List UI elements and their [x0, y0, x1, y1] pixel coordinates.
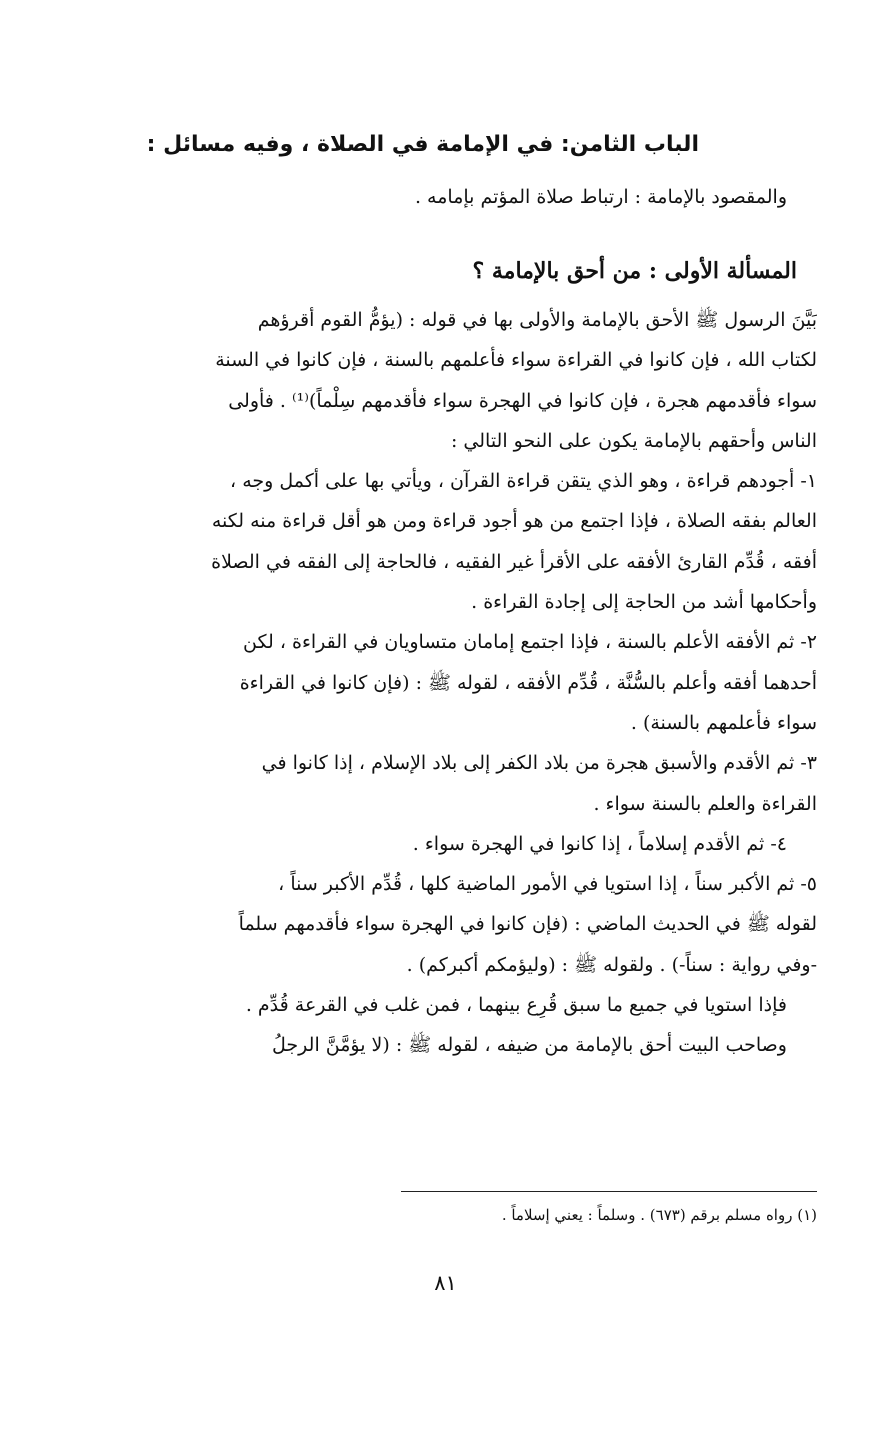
body-line: سواء فأعلمهم بالسنة) . [630, 711, 817, 734]
body-line: ٥- ثم الأكبر سناً ، إذا استويا في الأمور الماضية كلها ، قُدِّم الأكبر سناً ، [278, 873, 817, 896]
page-number: ٨١ [434, 1271, 457, 1295]
body-line: وصاحب البيت أحق بالإمامة من ضيفه ، لقوله ﷺ : (لا يؤمَّنَّ الرجلُ [272, 1034, 787, 1057]
body-line: لكتاب الله ، فإن كانوا في القراءة سواء فأعلمهم بالسنة ، فإن كانوا في السنة [215, 349, 817, 372]
footnote-divider [401, 1191, 817, 1192]
body-line: سواء فأقدمهم هجرة ، فإن كانوا في الهجرة سواء فأقدمهم سِلْماً)⁽¹⁾ . فأولى [228, 389, 817, 412]
body-line: أفقه ، قُدِّم القارئ الأفقه على الأقرأ غير الفقيه ، فالحاجة إلى الفقه في الصلاة [211, 550, 817, 573]
intro-text: والمقصود بالإمامة : ارتباط صلاة المؤتم بإمامه . [414, 186, 787, 208]
page-content [102, 112, 817, 1066]
body-line: ٤- ثم الأقدم إسلاماً ، إذا كانوا في الهجرة سواء . [412, 832, 787, 855]
body-line: القراءة والعلم بالسنة سواء . [593, 792, 817, 815]
section-heading: المسألة الأولى : من أحق بالإمامة ؟ [472, 258, 797, 284]
body-line: -وفي رواية : سناً-) . ولقوله ﷺ : (وليؤمكم أكبركم) . [406, 953, 817, 976]
body-line: ٣- ثم الأقدم والأسبق هجرة من بلاد الكفر إلى بلاد الإسلام ، إذا كانوا في [261, 752, 817, 775]
body-line: لقوله ﷺ في الحديث الماضي : (فإن كانوا في الهجرة سواء فأقدمهم سلماً [238, 913, 817, 936]
body-line: بَيَّنَ الرسول ﷺ الأحق بالإمامة والأولى بها في قوله : (يؤمُّ القوم أقرؤهم [257, 309, 817, 331]
footnote: (١) رواه مسلم برقم (٦٧٣) . وسلماً : يعني إسلاماً . [501, 1206, 817, 1224]
body-line: ١- أجودهم قراءة ، وهو الذي يتقن قراءة القرآن ، ويأتي بها على أكمل وجه ، [230, 470, 817, 493]
body-line: العالم بفقه الصلاة ، فإذا اجتمع من هو أجود قراءة ومن هو أقل قراءة منه لكنه [211, 510, 817, 533]
body-line: فإذا استويا في جميع ما سبق قُرِع بينهما ، فمن غلب في القرعة قُدِّم . [245, 994, 787, 1017]
chapter-title: الباب الثامن: في الإمامة في الصلاة ، وفيه مسائل : [146, 132, 699, 157]
body-line: ٢- ثم الأفقه الأعلم بالسنة ، فإذا اجتمع إمامان متساويان في القراءة ، لكن [243, 631, 817, 654]
body-text [102, 300, 817, 1066]
body-line: أحدهما أفقه وأعلم بالسُّنَّة ، قُدِّم الأفقه ، لقوله ﷺ : (فإن كانوا في القراءة [239, 671, 817, 694]
body-line: الناس وأحقهم بالإمامة يكون على النحو التالي : [450, 429, 817, 452]
body-line: وأحكامها أشد من الحاجة إلى إجادة القراءة . [471, 591, 817, 614]
